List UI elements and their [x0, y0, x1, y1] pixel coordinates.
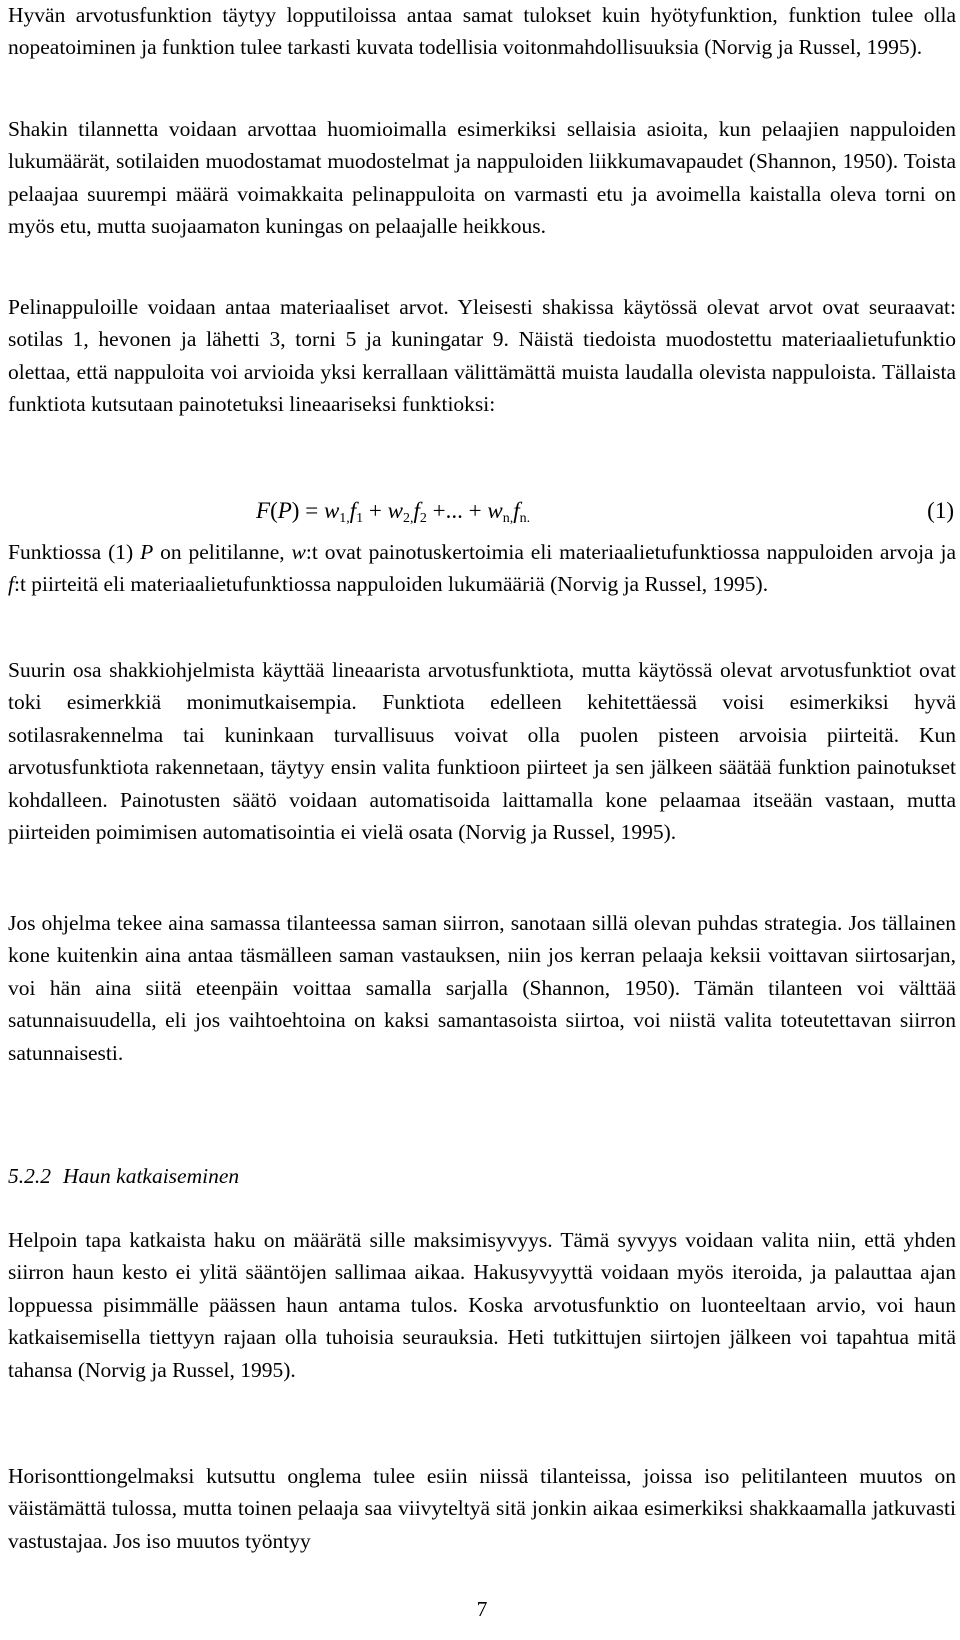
equation-number: (1) — [927, 498, 954, 523]
formula-F: F — [256, 498, 271, 523]
paragraph-search-cutoff: Helpoin tapa katkaista haku on määrätä sille maksimisyvyys. Tämä syvyys voidaan valita niin, että yhden siirron haun kesto ei ylitä sääntöjen sallimaa aikaa. Hakusyvyyttä voidaan myös iteroida, ja palauttaa ajan loppuessa pisimmälle päässen haun antama tulos. Koska arvotusfunktio on luonteeltaan arvio, voi haun katkaisemisella tiettyyn rajaan olla tuhoisia seurauksia. Heti tutkittujen siirtojen jälkeen voi tapahtua mitä tahansa (Norvig ja Russel, 1995). — [8, 1228, 956, 1382]
explanation-text-1: Funktiossa (1) — [8, 540, 141, 564]
formula-w1: w — [323, 498, 340, 523]
paragraph-material-values: Pelinappuloille voidaan antaa materiaaliset arvot. Yleisesti shakissa käytössä olevat arvot ovat seuraavat: sotilas 1, hevonen ja lähetti 3, torni 5 ja kuningatar 9. Näistä tiedoista muodostettu materiaalietufunktio olettaa, että nappuloita voi arvioida yksi kerrallaan välittämättä muista laudalla olevista nappuloista. Tällaista funktiota kutsutaan painotetuksi lineaariseksi funktioksi: — [8, 295, 956, 417]
formula-w2-sub: 2, — [403, 511, 414, 526]
formula-w1-sub: 1, — [339, 511, 350, 526]
paragraph-chess-position-evaluation: Shakin tilannetta voidaan arvottaa huomioimalla esimerkiksi sellaisia asioita, kun pelaajien nappuloiden lukumäärät, sotilaiden muodostamat muodostelmat ja nappuloiden liikkumavapaudet (Shannon, 1950). Toista pelaajaa suurempi määrä voimakkaita pelinappuloita on varmasti etu ja avoimella kaistalla oleva torni on myös etu, mutta suojaamaton kuningas on pelaajalle heikkous. — [8, 117, 956, 239]
formula-wn-sub: n, — [502, 511, 514, 526]
explanation-text-2: on pelitilanne, — [153, 540, 292, 564]
formula-ellipsis: +... + — [426, 498, 488, 523]
section-heading — [8, 1164, 239, 1189]
formula-f1: f — [349, 498, 357, 523]
formula-P: P — [277, 498, 292, 523]
formula-plus: + — [363, 498, 388, 523]
formula-f2-sub: 2 — [419, 511, 427, 526]
explanation-symbol-P: P — [140, 540, 154, 564]
formula-f2: f — [413, 498, 420, 523]
explanation-symbol-w: w — [291, 540, 306, 564]
paragraph-horizon-problem: Horisonttiongelmaksi kutsuttu onglema tulee esiin niissä tilanteissa, joissa iso pelitilanteen muutos on väistämättä tulossa, mutta toinen pelaaja saa viivyteltyä sitä jonkin aikaa esimerkiksi shakkaamalla jatkuvasti vastustajaa. Jos iso muutos työntyy — [8, 1464, 956, 1553]
paragraph-pure-strategy: Jos ohjelma tekee aina samassa tilanteessa saman siirron, sanotaan sillä olevan puhdas strategia. Jos tällainen kone kuitenkin aina antaa täsmälleen saman vastauksen, niin jos kerran pelaaja keksii voittavan siirtosarjan, voi hän aina siitä eteenpäin voittaa samalla sarjalla (Shannon, 1950). Tämän tilanteen voi välttää satunnaisuudella, eli jos vaihtoehtoina on kaksi samantasoista siirtoa, voi niistä valita toteutettavan siirron satunnaisesti. — [8, 911, 956, 1065]
paragraph-linear-evaluation-usage: Suurin osa shakkiohjelmista käyttää lineaarista arvotusfunktiota, mutta käytössä olevat arvotusfunktiot ovat toki esimerkkiä monimutkaisempia. Funktiota edelleen kehitettäessä voisi esimerkiksi hyvä sotilasrakennelma tai kuninkaan turvallisuus voivat olla puolen pisteen arvoisia piirteitä. Kun arvotusfunktiota rakennetaan, täytyy ensin valita funktioon piirteet ja sen jälkeen säätää funktion painotukset kohdalleen. Painotusten säätö voidaan automatisoida laittamalla kone pelaamaa itseään vastaan, mutta piirteiden poimimisen automatisointia ei vielä osata (Norvig ja Russel, 1995). — [8, 658, 956, 845]
formula-expression — [256, 498, 530, 527]
paragraph-evaluation-function-requirements: Hyvän arvotusfunktion täytyy lopputiloissa antaa samat tulokset kuin hyötyfunktion, funktion tulee olla nopeatoiminen ja funktion tulee tarkasti kuvata todellisia voitonmahdollisuuksia (Norvig ja Russel, 1995). — [8, 3, 956, 60]
formula-fn: f — [513, 498, 520, 523]
formula-open-paren: ( — [270, 498, 278, 523]
section-number: 5.2.2 — [8, 1164, 51, 1188]
explanation-text-3: :t ovat painotuskertoimia eli materiaalietufunktiossa nappuloiden arvoja ja — [305, 540, 957, 564]
weighted-linear-function-formula — [8, 498, 956, 538]
formula-wn: w — [487, 498, 503, 523]
formula-w2: w — [387, 498, 403, 523]
explanation-text-4: :t piirteitä eli materiaalietufunktiossa nappuloiden lukumääriä (Norvig ja Russel, 1995). — [13, 572, 769, 597]
explanation-symbol-f: f — [8, 572, 14, 597]
formula-fn-sub: n. — [519, 511, 531, 526]
formula-f1-sub: 1 — [356, 511, 364, 526]
page-number: 7 — [476, 1597, 488, 1621]
section-title: Haun katkaiseminen — [63, 1164, 240, 1188]
paragraph-formula-explanation — [8, 536, 956, 601]
formula-equals: ) = — [291, 498, 324, 523]
